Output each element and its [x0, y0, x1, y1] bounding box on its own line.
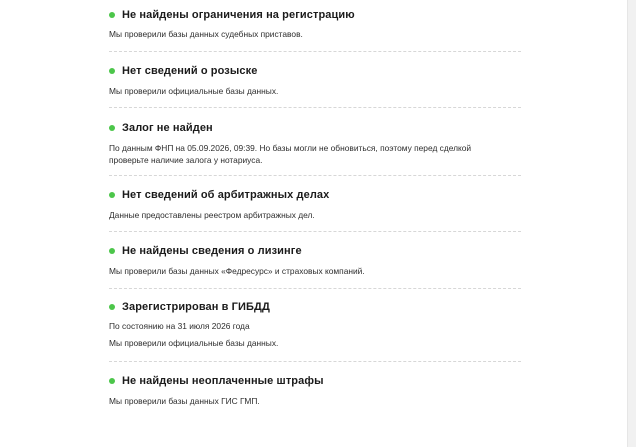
check-title: Не найдены сведения о лизинге — [122, 245, 302, 257]
status-ok-icon — [109, 378, 115, 384]
check-wanted — [109, 63, 521, 97]
check-description: Мы проверили базы данных ГИС ГМП. — [109, 396, 260, 406]
check-description-line: По данным ФНП на 05.09.2026, 09:39. Но базы могли не обновиться, поэтому перед сделкой — [109, 143, 472, 153]
scrollbar[interactable] — [627, 0, 636, 447]
status-ok-icon — [109, 248, 115, 254]
check-title: Нет сведений о розыске — [122, 65, 258, 77]
divider — [109, 175, 521, 176]
check-description: Мы проверили официальные базы данных. — [109, 86, 279, 96]
check-registration-restrictions — [109, 7, 521, 40]
check-description: Данные предоставлены реестром арбитражных дел. — [109, 210, 315, 220]
divider — [109, 361, 521, 362]
status-ok-icon — [109, 12, 115, 18]
check-description-line: проверьте наличие залога у нотариуса. — [109, 155, 263, 165]
check-description-line: Мы проверили официальные базы данных. — [109, 338, 279, 348]
check-title: Зарегистрирован в ГИБДД — [122, 301, 270, 313]
check-title: Не найдены ограничения на регистрацию — [122, 9, 355, 21]
check-title: Залог не найден — [122, 122, 213, 134]
divider — [109, 288, 521, 289]
check-pledge — [109, 120, 521, 166]
divider — [109, 51, 521, 52]
check-description: Мы проверили базы данных судебных приставов. — [109, 29, 303, 39]
check-description-line: По состоянию на 31 июля 2026 года — [109, 321, 250, 331]
check-description: Мы проверили базы данных «Федресурс» и страховых компаний. — [109, 266, 365, 276]
status-ok-icon — [109, 192, 115, 198]
check-gibdd-registration — [109, 299, 521, 349]
check-arbitration — [109, 187, 521, 221]
check-leasing — [109, 243, 521, 277]
check-fines — [109, 373, 521, 407]
status-ok-icon — [109, 68, 115, 74]
check-title: Не найдены неоплаченные штрафы — [122, 375, 324, 387]
divider — [109, 107, 521, 108]
status-ok-icon — [109, 125, 115, 131]
check-title: Нет сведений об арбитражных делах — [122, 189, 330, 201]
status-ok-icon — [109, 304, 115, 310]
divider — [109, 231, 521, 232]
